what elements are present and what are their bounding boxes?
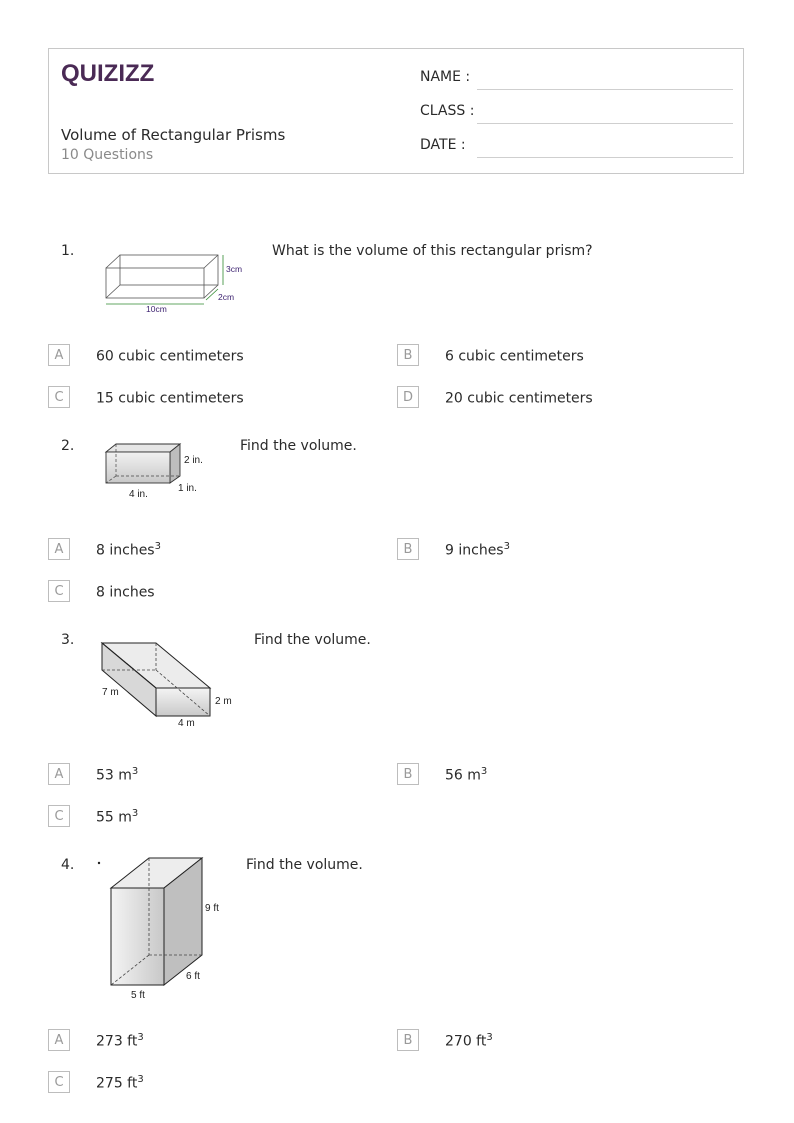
worksheet-title: Volume of Rectangular Prisms (61, 126, 286, 144)
option-d-text[interactable]: 20 cubic centimeters (445, 390, 593, 407)
label-length: 4 m (178, 718, 195, 729)
label-height: 2 in. (184, 455, 203, 466)
brand-text: QUIZIZZ (61, 60, 155, 87)
prism-figure-3 (96, 638, 242, 733)
worksheet-header (48, 48, 744, 174)
option-a-box[interactable]: A (48, 538, 70, 560)
option-b-text[interactable]: 56 $m^3$ (445, 766, 488, 784)
option-b-box[interactable]: B (397, 763, 419, 785)
option-b-box[interactable]: B (397, 538, 419, 560)
class-field[interactable] (477, 123, 733, 124)
option-a-box[interactable]: A (48, 1029, 70, 1051)
option-b-box[interactable]: B (397, 1029, 419, 1051)
quizizz-logo (61, 59, 161, 91)
option-d-box[interactable]: D (397, 386, 419, 408)
question-text: Find the volume. (246, 857, 363, 873)
question-number: 3. (61, 632, 75, 648)
question-count: 10 Questions (61, 147, 154, 163)
option-a-text[interactable]: 53 $m^3$ (96, 766, 139, 784)
name-label: NAME : (420, 69, 471, 85)
option-c-text[interactable]: 15 cubic centimeters (96, 390, 244, 407)
question-text: Find the volume. (254, 632, 371, 648)
prism-figure-4 (94, 855, 228, 1005)
question-text: What is the volume of this rectangular prism? (272, 243, 593, 259)
option-c-text[interactable]: 8 inches (96, 584, 155, 601)
option-b-box[interactable]: B (397, 344, 419, 366)
option-c-box[interactable]: C (48, 1071, 70, 1093)
dot-mark (98, 862, 100, 864)
option-a-text[interactable]: 60 cubic centimeters (96, 348, 244, 365)
option-a-text[interactable]: 273 $ft^3$ (96, 1032, 144, 1050)
label-depth: 6 ft (186, 971, 200, 982)
label-height: 2 m (215, 696, 232, 707)
date-label: DATE : (420, 137, 466, 153)
label-height: 9 ft (205, 903, 219, 914)
label-length: 4 in. (129, 489, 148, 500)
label-length: 5 ft (131, 990, 145, 1001)
option-a-box[interactable]: A (48, 763, 70, 785)
question-number: 2. (61, 438, 75, 454)
date-field[interactable] (477, 157, 733, 158)
name-field[interactable] (477, 89, 733, 90)
label-height: 3cm (226, 264, 243, 274)
label-depth: 7 m (102, 687, 119, 698)
option-b-text[interactable]: 6 cubic centimeters (445, 348, 584, 365)
label-depth: 2cm (218, 292, 235, 302)
option-c-text[interactable]: 275 $ft^3$ (96, 1074, 144, 1092)
option-c-box[interactable]: C (48, 386, 70, 408)
prism-figure-1 (100, 248, 250, 316)
option-c-box[interactable]: C (48, 580, 70, 602)
prism-figure-2 (100, 440, 212, 502)
question-number: 1. (61, 243, 75, 259)
option-a-box[interactable]: A (48, 344, 70, 366)
option-b-text[interactable]: 270 $ft^3$ (445, 1032, 493, 1050)
option-a-text[interactable]: 8 inches$^3$ (96, 541, 161, 559)
option-c-box[interactable]: C (48, 805, 70, 827)
label-depth: 1 in. (178, 483, 197, 494)
question-number: 4. (61, 857, 75, 873)
class-label: CLASS : (420, 103, 475, 119)
label-length: 10cm (146, 304, 167, 314)
option-c-text[interactable]: 55 $m^3$ (96, 808, 139, 826)
question-text: Find the volume. (240, 438, 357, 454)
option-b-text[interactable]: 9 inches$^3$ (445, 541, 510, 559)
